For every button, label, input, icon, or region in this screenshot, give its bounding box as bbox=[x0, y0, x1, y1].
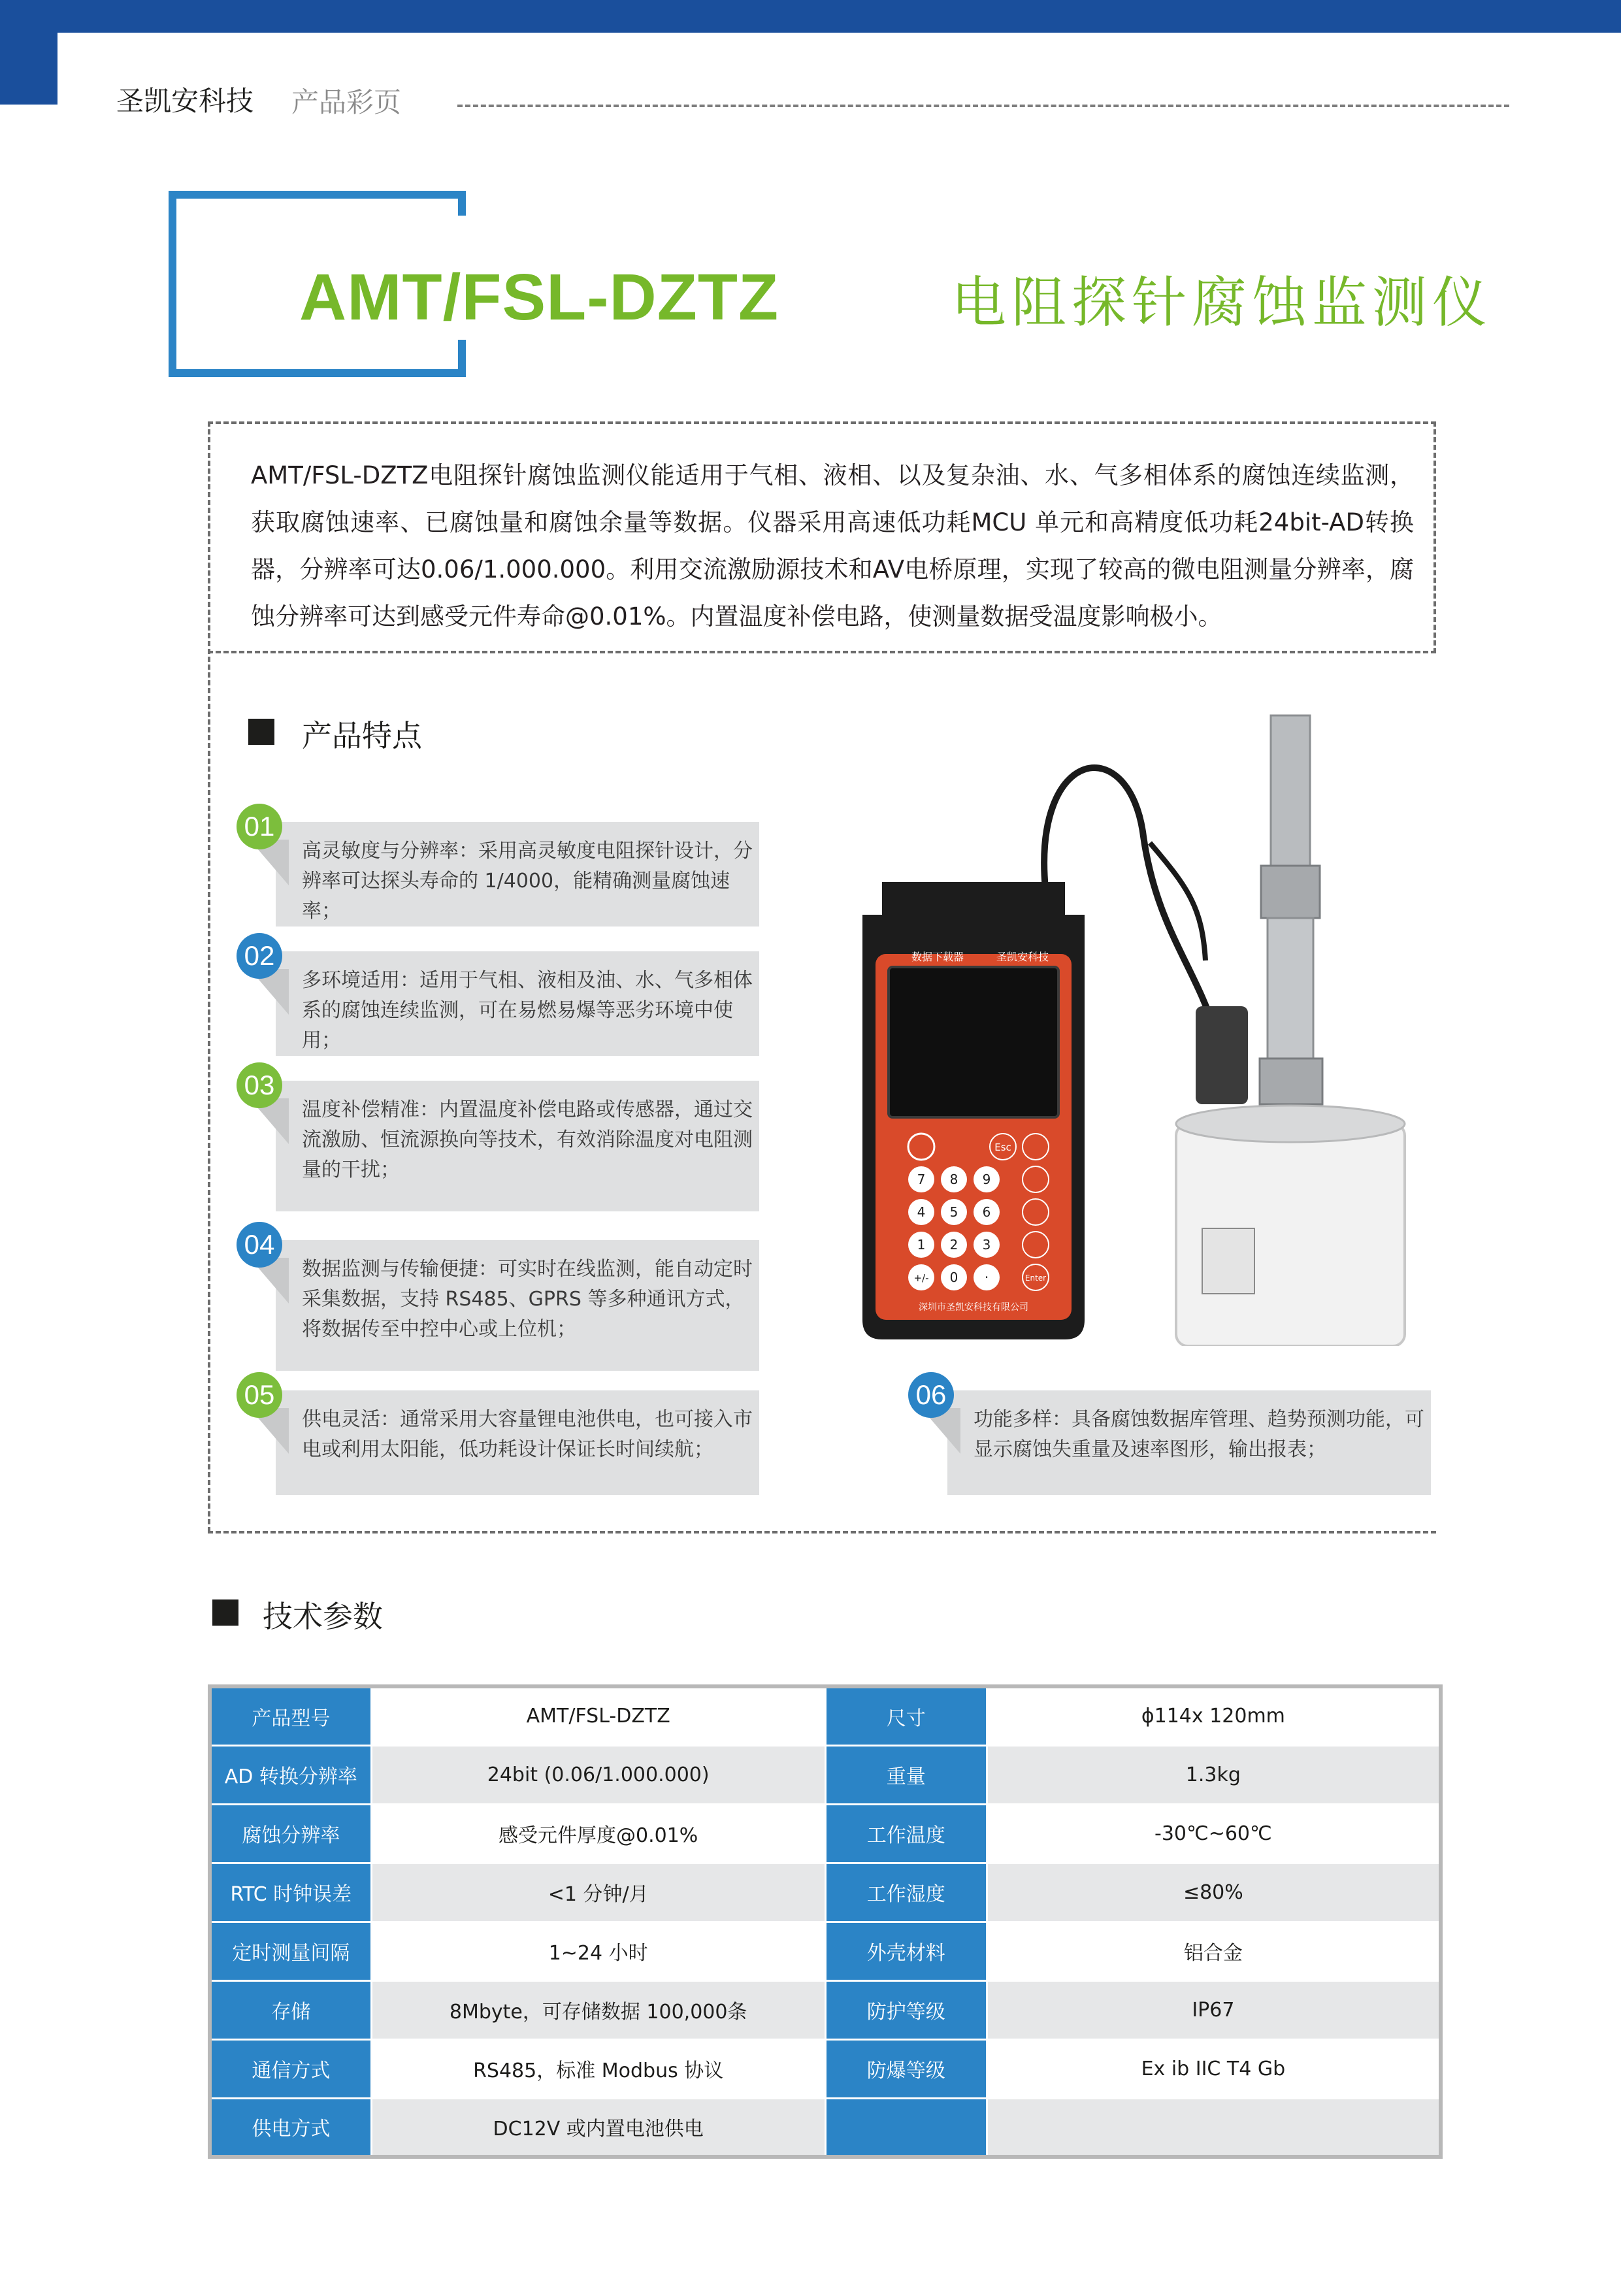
spec-value: 感受元件厚度@0.01% bbox=[371, 1804, 825, 1863]
spec-key: 外壳材料 bbox=[825, 1922, 987, 1980]
key-label: 8 bbox=[949, 1172, 958, 1187]
spec-value: Ex ib IIC T4 Gb bbox=[987, 2039, 1441, 2098]
key-label: 9 bbox=[982, 1172, 991, 1187]
key-label: 2 bbox=[949, 1237, 958, 1253]
spec-key: RTC 时钟误差 bbox=[210, 1863, 371, 1922]
feature-number: 03 bbox=[237, 1062, 282, 1108]
table-row bbox=[210, 1804, 1441, 1863]
nameplate bbox=[1202, 1228, 1254, 1294]
feature-text: 供电灵活：通常采用大容量锂电池供电，也可接入市电或利用太阳能，低功耗设计保证长时间续航； bbox=[302, 1408, 753, 1461]
spec-key: 存储 bbox=[210, 1980, 371, 2039]
feature-text: 高灵敏度与分辨率：采用高灵敏度电阻探针设计，分辨率可达探头寿命的 1/4000，能精确测量腐蚀速率； bbox=[302, 840, 753, 923]
table-row bbox=[210, 1863, 1441, 1922]
device-footer-label: 深圳市圣凯安科技有限公司 bbox=[919, 1302, 1028, 1313]
table-row bbox=[210, 1922, 1441, 1980]
arrow-right-icon bbox=[1023, 1199, 1049, 1225]
spec-key: 腐蚀分辨率 bbox=[210, 1804, 371, 1863]
spec-value: 铝合金 bbox=[987, 1922, 1441, 1980]
key-label: 6 bbox=[982, 1204, 991, 1220]
model-code: AMT/FSL-DZTZ bbox=[299, 261, 779, 334]
brand-name: 圣凯安科技 bbox=[116, 85, 254, 117]
spec-value: 1~24 小时 bbox=[371, 1922, 825, 1980]
cable-connector bbox=[1196, 1006, 1248, 1104]
key-label: 0 bbox=[949, 1270, 958, 1285]
spec-key: 尺寸 bbox=[825, 1686, 987, 1745]
spec-key: 防护等级 bbox=[825, 1980, 987, 2039]
spec-value: <1 分钟/月 bbox=[371, 1863, 825, 1922]
header-divider bbox=[457, 105, 1509, 107]
feature-number: 06 bbox=[908, 1372, 954, 1418]
spec-key: 通信方式 bbox=[210, 2039, 371, 2098]
probe-fitting bbox=[1261, 866, 1320, 918]
brochure-label: 产品彩页 bbox=[291, 86, 402, 118]
spec-value bbox=[987, 2098, 1441, 2157]
product-title: 电阻探针腐蚀监测仪 bbox=[951, 271, 1493, 335]
spec-key: 防爆等级 bbox=[825, 2039, 987, 2098]
lcd-screen bbox=[889, 967, 1058, 1117]
spec-value: AMT/FSL-DZTZ bbox=[371, 1686, 825, 1745]
key-label: 4 bbox=[917, 1204, 926, 1220]
section-marker bbox=[248, 719, 274, 745]
spec-value: 1.3kg bbox=[987, 1745, 1441, 1804]
table-row bbox=[210, 1686, 1441, 1745]
panel-label: 数据下载器 bbox=[911, 951, 964, 963]
top-banner bbox=[0, 0, 1621, 33]
spec-value: 8Mbyte，可存储数据 100,000条 bbox=[371, 1980, 825, 2039]
spec-key bbox=[825, 2098, 987, 2157]
panel-brand: 圣凯安科技 bbox=[996, 951, 1049, 963]
key-label: 5 bbox=[949, 1204, 958, 1220]
key-label: 3 bbox=[982, 1237, 991, 1253]
table-row bbox=[210, 1745, 1441, 1804]
spec-key: 供电方式 bbox=[210, 2098, 371, 2157]
feature-text: 数据监测与传输便捷：可实时在线监测，能自动定时采集数据，支持 RS485、GPRS 等多种通讯方式，将数据传至中控中心或上位机； bbox=[302, 1258, 753, 1341]
key-label: 1 bbox=[917, 1237, 926, 1253]
feature-number: 05 bbox=[237, 1372, 282, 1418]
key-label: 7 bbox=[917, 1172, 926, 1187]
section-border-left bbox=[208, 421, 210, 1532]
spec-value: IP67 bbox=[987, 1980, 1441, 2039]
features-heading: 产品特点 bbox=[302, 718, 422, 753]
table-row bbox=[210, 2098, 1441, 2157]
spec-key: 工作温度 bbox=[825, 1804, 987, 1863]
feature-text: 功能多样：具备腐蚀数据库管理、趋势预测功能，可显示腐蚀失重量及速率图形，输出报表； bbox=[974, 1408, 1424, 1461]
spec-table bbox=[208, 1684, 1443, 2159]
arrow-left-icon bbox=[1023, 1232, 1049, 1258]
feature-number: 04 bbox=[237, 1222, 282, 1268]
key-label: Esc bbox=[994, 1141, 1011, 1153]
arrow-down-icon bbox=[1023, 1166, 1049, 1192]
product-photo bbox=[849, 693, 1477, 1346]
feature-text: 多环境适用：适用于气相、液相及油、水、气多相体系的腐蚀连续监测，可在易燃易爆等恶劣环境中使用； bbox=[302, 969, 753, 1052]
spec-key: AD 转换分辨率 bbox=[210, 1745, 371, 1804]
probe-rod bbox=[1271, 715, 1310, 885]
arrow-up-icon bbox=[1023, 1134, 1049, 1160]
spec-key: 重量 bbox=[825, 1745, 987, 1804]
spec-key: 工作湿度 bbox=[825, 1863, 987, 1922]
spec-key: 产品型号 bbox=[210, 1686, 371, 1745]
table-row bbox=[210, 1980, 1441, 2039]
spec-value: 24bit (0.06/1.000.000) bbox=[371, 1745, 825, 1804]
spec-value: DC12V 或内置电池供电 bbox=[371, 2098, 825, 2157]
spec-key: 定时测量间隔 bbox=[210, 1922, 371, 1980]
feature-text: 温度补偿精准：内置温度补偿电路或传感器，通过交流激励、恒流源换向等技术，有效消除温度对电阻测量的干扰； bbox=[302, 1098, 753, 1181]
spec-value: ϕ114x 120mm bbox=[987, 1686, 1441, 1745]
section-border-bottom bbox=[208, 1531, 1436, 1533]
feature-number: 02 bbox=[237, 933, 282, 979]
spec-value: RS485，标准 Modbus 协议 bbox=[371, 2039, 825, 2098]
table-row bbox=[210, 2039, 1441, 2098]
intro-paragraph: AMT/FSL-DZTZ电阻探针腐蚀监测仪能适用于气相、液相、以及复杂油、水、气多相体系的腐蚀连续监测，获取腐蚀速率、已腐蚀量和腐蚀余量等数据。仪器采用高速低功耗MCU 单元和高精度低功耗24bit-AD转换器，分辨率可达0.06/1.000.000。利用交流激励源技术和AV电桥原理，实现了较高的微电阻测量分辨率，腐蚀分辨率可达到感受元件寿命@0.01%。内置温度补偿电路，使测量数据受温度影响极小。 bbox=[251, 461, 1414, 631]
feature-number: 01 bbox=[237, 804, 282, 849]
spec-value: ≤80% bbox=[987, 1863, 1441, 1922]
key-label: Enter bbox=[1024, 1273, 1047, 1283]
top-banner-tab bbox=[0, 0, 57, 105]
spec-value: -30℃~60℃ bbox=[987, 1804, 1441, 1863]
power-icon bbox=[908, 1134, 934, 1160]
section-marker bbox=[212, 1599, 238, 1626]
key-label: · bbox=[984, 1270, 989, 1285]
specs-heading: 技术参数 bbox=[263, 1599, 383, 1634]
key-label: +/- bbox=[913, 1272, 929, 1284]
